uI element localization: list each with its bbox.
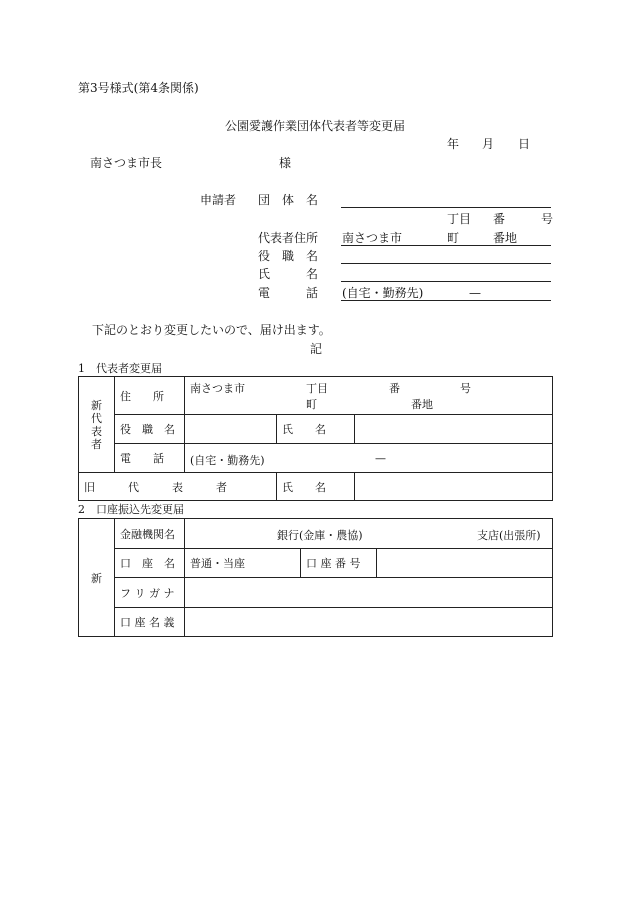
phone-line[interactable] <box>341 300 551 301</box>
date-day: 日 <box>518 137 531 151</box>
new-account-label: 新 <box>79 519 115 637</box>
name-line[interactable] <box>341 281 551 282</box>
phone-field[interactable] <box>185 444 553 473</box>
addressee-honorific: 様 <box>279 156 292 170</box>
account-type-field[interactable]: 普通・当座 <box>185 549 301 578</box>
document-title: 公園愛護作業団体代表者等変更届 <box>224 119 405 133</box>
phone-label-cell: 電 話 <box>115 444 185 473</box>
address-chome: 丁目 <box>306 382 328 395</box>
rep-address-banchi: 番地 <box>493 231 518 245</box>
address-city: 南さつま市 <box>190 382 245 395</box>
address-go: 号 <box>460 382 471 395</box>
account-type-label: 口 座 名 <box>115 549 185 578</box>
addr-chome: 丁目 <box>447 212 472 226</box>
bank-type: 銀行(金庫・農協) <box>277 529 363 542</box>
phone-type: (自宅・勤務先) <box>342 286 424 300</box>
phone-dash-cell: — <box>375 452 386 465</box>
addr-go: 号 <box>541 212 554 226</box>
furigana-field[interactable] <box>185 578 553 608</box>
account-number-label: 口 座 番 号 <box>301 549 377 578</box>
phone-label: 電 話 <box>258 286 319 300</box>
rep-address-label: 代表者住所 <box>258 231 319 245</box>
old-name-label: 氏 名 <box>277 473 355 501</box>
form-number: 第3号様式(第4条関係) <box>78 81 199 95</box>
old-name-field[interactable] <box>355 473 553 501</box>
addr-ban: 番 <box>493 212 506 226</box>
address-machi: 町 <box>306 398 317 411</box>
section1-heading: 1 代表者変更届 <box>78 362 162 375</box>
name-label: 氏 名 <box>258 267 319 281</box>
phone-dash: — <box>469 286 481 300</box>
new-representative-label: 新代表者 <box>79 377 115 473</box>
old-representative-label: 旧 代 表 者 <box>79 473 277 501</box>
note-label: 記 <box>310 342 323 356</box>
account-table <box>78 518 553 637</box>
position-label-cell: 役 職 名 <box>115 415 185 444</box>
address-field[interactable] <box>185 377 553 415</box>
bank-label: 金融機関名 <box>115 519 185 549</box>
name-label-cell: 氏 名 <box>277 415 355 444</box>
account-holder-field[interactable] <box>185 608 553 637</box>
group-name-label: 団 体 名 <box>258 193 319 207</box>
branch-type: 支店(出張所) <box>477 529 541 542</box>
address-ban: 番 <box>389 382 400 395</box>
address-banchi: 番地 <box>411 398 433 411</box>
rep-address-machi: 町 <box>447 231 460 245</box>
account-number-field[interactable] <box>377 549 553 578</box>
bank-field[interactable] <box>185 519 553 549</box>
address-label: 住 所 <box>115 377 185 415</box>
rep-address-city: 南さつま市 <box>342 231 403 245</box>
furigana-label: フ リ ガ ナ <box>115 578 185 608</box>
phone-type-cell: (自宅・勤務先) <box>190 454 265 467</box>
rep-address-line[interactable] <box>341 245 551 246</box>
account-holder-label: 口 座 名 義 <box>115 608 185 637</box>
addressee-city: 南さつま市長 <box>90 156 163 170</box>
position-label: 役 職 名 <box>258 249 319 263</box>
name-field[interactable] <box>355 415 553 444</box>
section2-heading: 2 口座振込先変更届 <box>78 503 184 516</box>
date-year: 年 <box>447 137 460 151</box>
position-line[interactable] <box>341 263 551 264</box>
applicant-label: 申請者 <box>200 193 237 207</box>
group-name-line[interactable] <box>341 207 551 208</box>
position-field[interactable] <box>185 415 277 444</box>
representative-table <box>78 376 553 501</box>
date-month: 月 <box>482 137 495 151</box>
request-text: 下記のとおり変更したいので、届け出ます。 <box>92 323 331 337</box>
